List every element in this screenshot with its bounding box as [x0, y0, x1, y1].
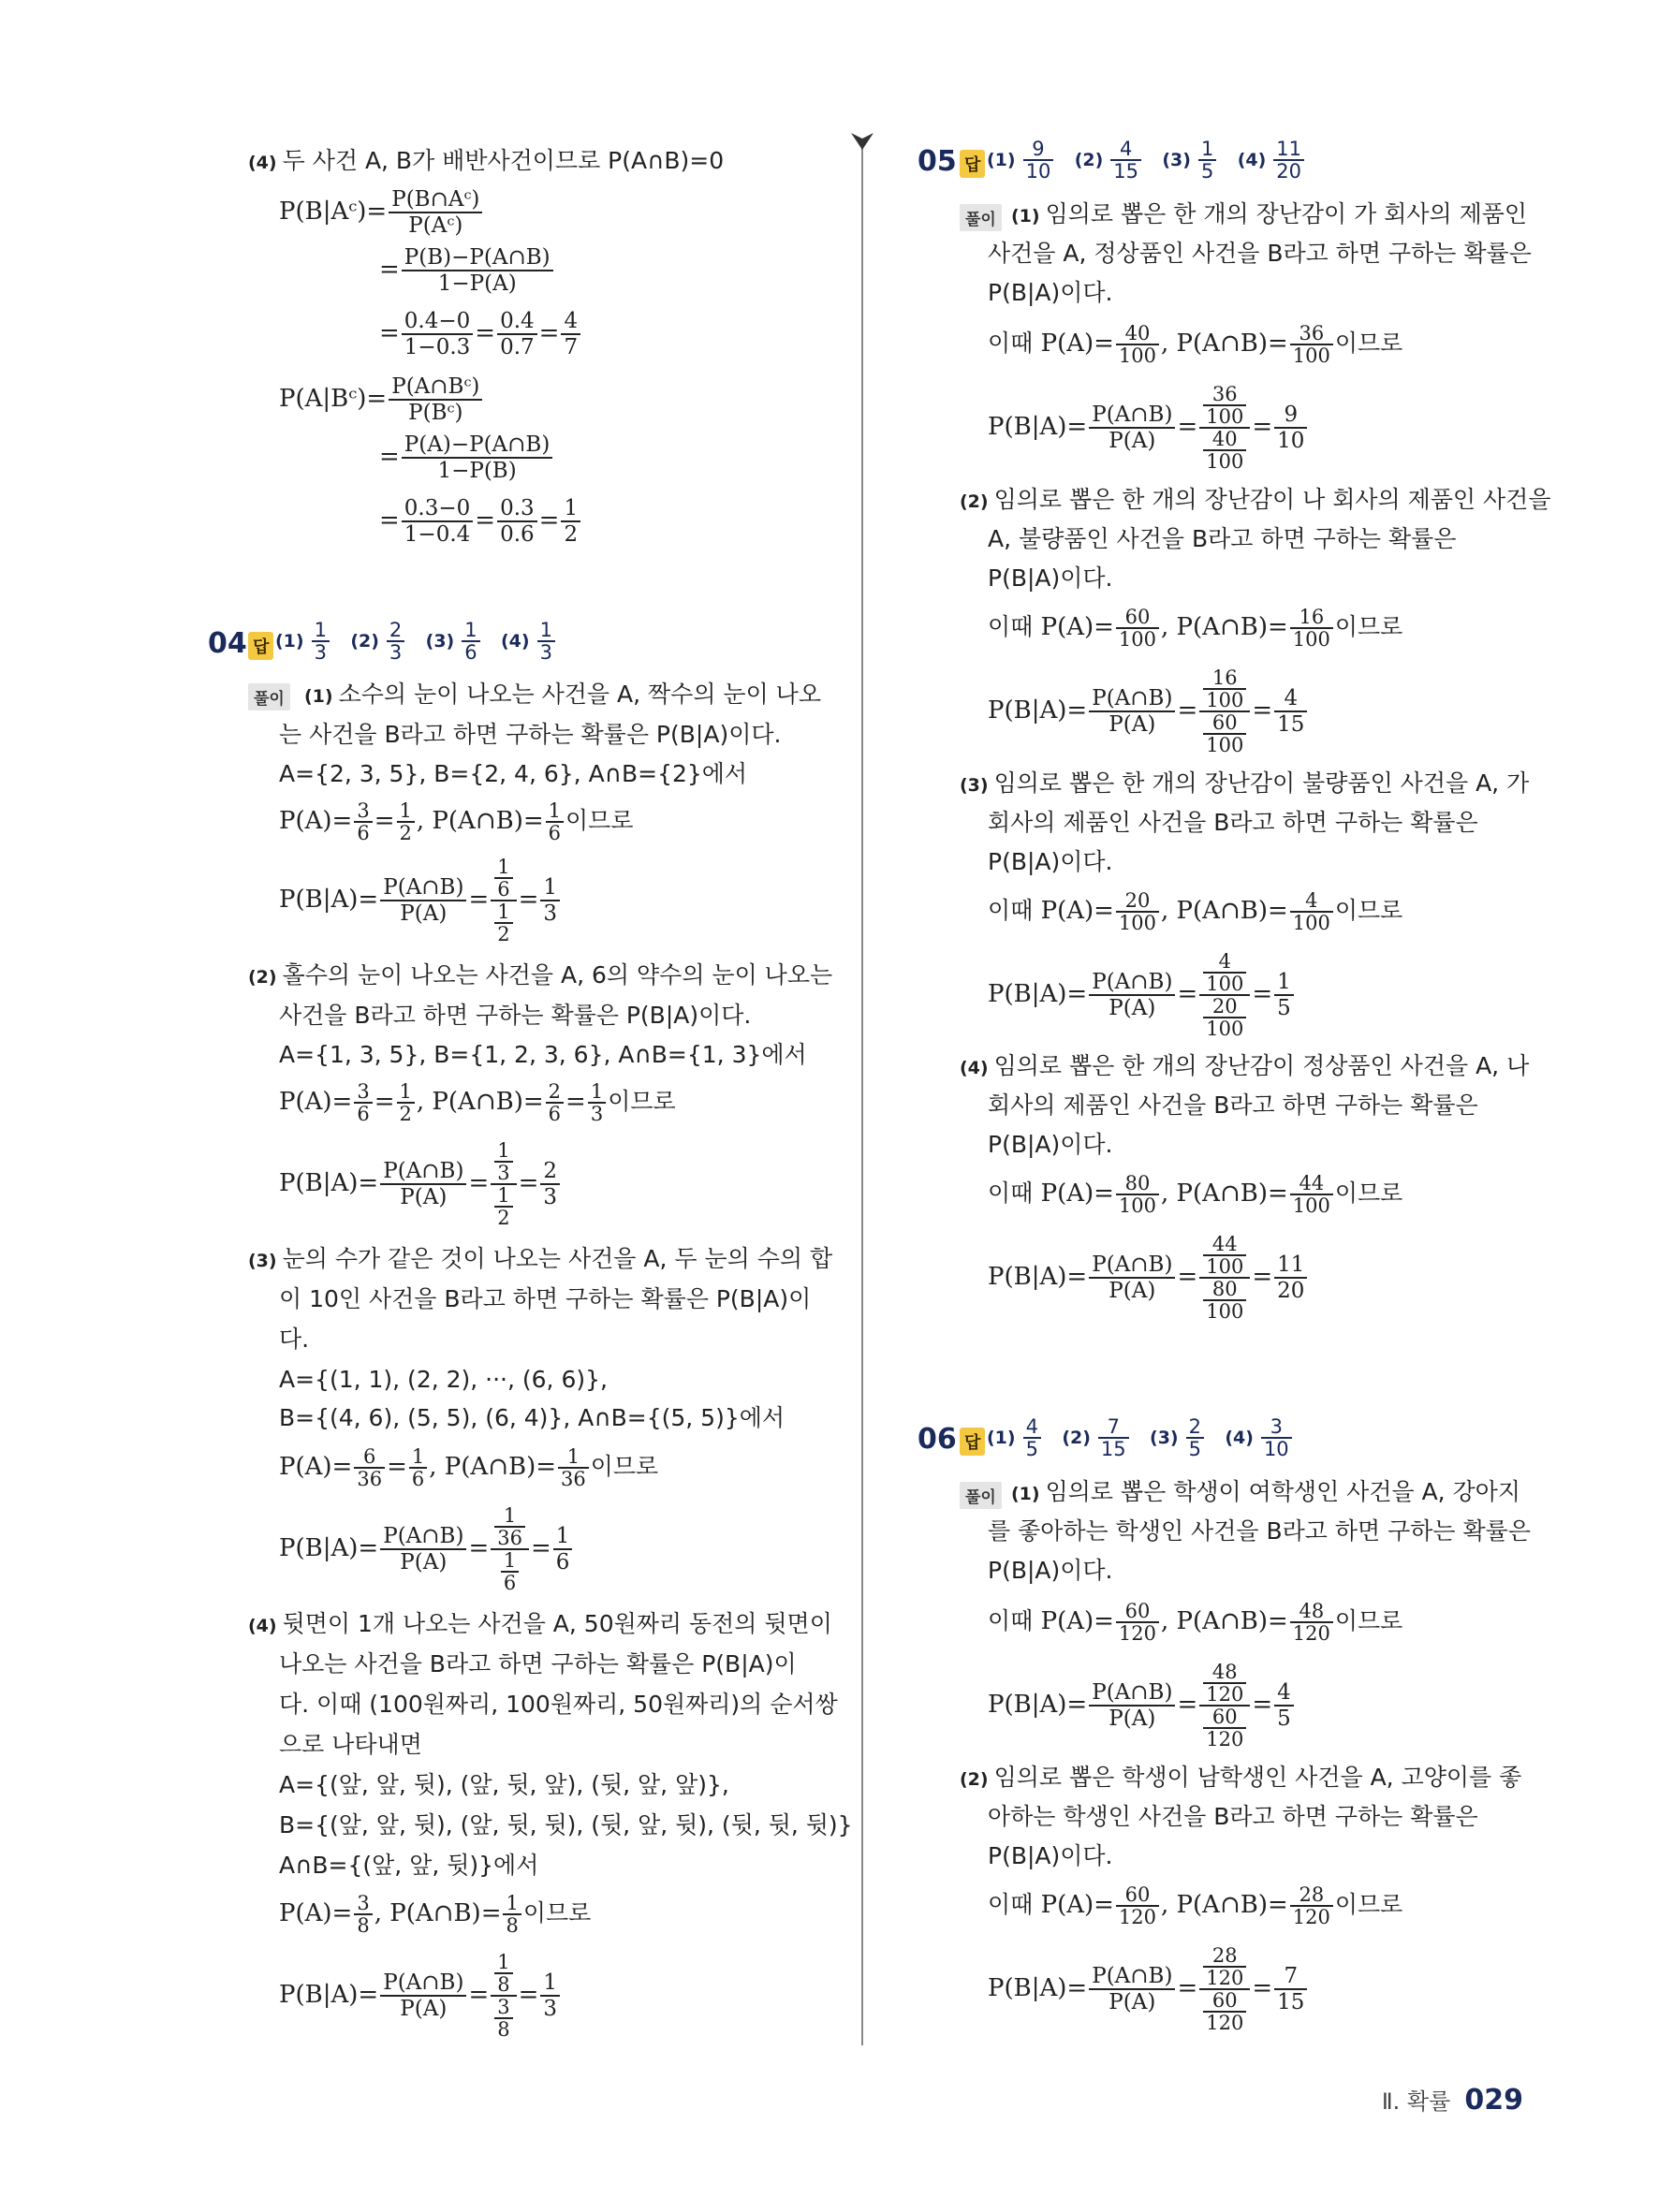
q06-p1-text3: P(B|A)이다.	[988, 1557, 1113, 1584]
column-divider	[861, 145, 863, 2045]
q06-answer-badge: 답	[960, 1428, 985, 1456]
q04-solution-badge: 풀이	[248, 683, 290, 710]
q04-p4-probs: P(A)= $\frac{3}{8}$ , P(A∩B)= $\frac{1}{8}$ 이므로	[279, 1892, 592, 1937]
q05-p3-text1: (3) 임의로 뽑은 한 개의 장난감이 불량품인 사건을 A, 가	[960, 769, 1530, 797]
q04-p3-text3: 다.	[279, 1326, 310, 1353]
q05-p1-probs: 이때 P(A)= $\frac{40}{100}$ , P(A∩B)= $\frac{36}{100}$ 이므로	[988, 322, 1403, 367]
q05-p2-text2: A, 불량품인 사건을 B라고 하면 구하는 확률은	[988, 525, 1457, 552]
q06-solution-badge: 풀이	[960, 1482, 1002, 1509]
q04-p4-text1: (4) 뒷면이 1개 나오는 사건을 A, 50원짜리 동전의 뒷면이	[248, 1610, 832, 1637]
q05-p4-probs: 이때 P(A)= $\frac{80}{100}$ , P(A∩B)= $\frac{44}{100}$ 이므로	[988, 1172, 1403, 1217]
q05-p1-text3: P(B|A)이다.	[988, 279, 1113, 306]
q05-p4-text1: (4) 임의로 뽑은 한 개의 장난감이 정상품인 사건을 A, 나	[960, 1052, 1530, 1079]
q05-p3-probs: 이때 P(A)= $\frac{20}{100}$ , P(A∩B)= $\frac{4}{100}$ 이므로	[988, 889, 1403, 934]
q04-p1-text2: 는 사건을 B라고 하면 구하는 확률은 P(B|A)이다.	[279, 721, 782, 748]
q04-p4-text4: 으로 나타내면	[279, 1731, 422, 1758]
q05-p3-result: P(B|A)= $\frac{P(A\cap B)}{P(A)}$ = $\frac{\frac{4}{100}}{\frac{20}{100}}$ = $\frac{1}{5}$	[988, 951, 1296, 1039]
q04-p4-text3: 다. 이때 (100원짜리, 100원짜리, 50원짜리)의 순서쌍	[279, 1691, 838, 1718]
q04-p4-result: P(B|A)= $\frac{P(A\cap B)}{P(A)}$ = $\frac{\frac{1}{8}}{\frac{3}{8}}$ = $\frac{1}{3}$	[279, 1952, 562, 2040]
q05-p3-text2: 회사의 제품인 사건을 B라고 하면 구하는 확률은	[988, 809, 1478, 836]
q04-p3-probs: P(A)= $\frac{6}{36}$ = $\frac{1}{6}$ , P(A∩B)= $\frac{1}{36}$ 이므로	[279, 1445, 659, 1490]
q03-intro: (4) 두 사건 A, B가 배반사건이므로 P(A∩B)=0	[248, 147, 725, 174]
q04-p2-text2: 사건을 B라고 하면 구하는 확률은 P(B|A)이다.	[279, 1002, 752, 1029]
q04-p1-result: P(B|A)= $\frac{P(A\cap B)}{P(A)}$ = $\frac{\frac{1}{6}}{\frac{1}{2}}$ = $\frac{1}{3}$	[279, 857, 562, 945]
q05-p4-result: P(B|A)= $\frac{P(A\cap B)}{P(A)}$ = $\frac{\frac{44}{100}}{\frac{80}{100}}$ = $\frac{11}{20}$	[988, 1234, 1309, 1322]
q05-p1-result: P(B|A)= $\frac{P(A\cap B)}{P(A)}$ = $\frac{\frac{36}{100}}{\frac{40}{100}}$ = $\frac{9}{10}$	[988, 384, 1309, 472]
q04-p3-result: P(B|A)= $\frac{P(A\cap B)}{P(A)}$ = $\frac{\frac{1}{36}}{\frac{1}{6}}$ = $\frac{1}{6}$	[279, 1505, 574, 1593]
q04-p2-result: P(B|A)= $\frac{P(A\cap B)}{P(A)}$ = $\frac{\frac{1}{3}}{\frac{1}{2}}$ = $\frac{2}{3}$	[279, 1140, 562, 1228]
q05-p1-text2: 사건을 A, 정상품인 사건을 B라고 하면 구하는 확률은	[988, 240, 1532, 267]
q05-p2-text3: P(B|A)이다.	[988, 564, 1113, 592]
q04-p3-set-b: B={(4, 6), (5, 5), (6, 4)}, A∩B={(5, 5)}에서	[279, 1404, 785, 1431]
q04-p4-text2: 나오는 사건을 B라고 하면 구하는 확률은 P(B|A)이	[279, 1650, 797, 1677]
q04-p2-probs: P(A)= $\frac{3}{6}$ = $\frac{1}{2}$ , P(A∩B)= $\frac{2}{6}$ = $\frac{1}{3}$ 이므로	[279, 1080, 676, 1125]
q06-answers: (1) $\frac{4}{5}$ (2) $\frac{7}{15}$ (3) $\frac{2}{5}$ (4) $\frac{3}{10}$	[974, 1416, 1294, 1459]
q04-p2-sets: A={1, 3, 5}, B={1, 2, 3, 6}, A∩B={1, 3}에서	[279, 1041, 807, 1068]
q06-p1-result: P(B|A)= $\frac{P(A\cap B)}{P(A)}$ = $\frac{\frac{48}{120}}{\frac{60}{120}}$ = $\frac{4}{5}$	[988, 1662, 1296, 1750]
q04-p1-text1: (1) 소수의 눈이 나오는 사건을 A, 짝수의 눈이 나오	[304, 681, 821, 708]
q04-p1-sets: A={2, 3, 5}, B={2, 4, 6}, A∩B={2}에서	[279, 760, 748, 787]
q03-eq4: P(A|Bᶜ)= $\frac{\text{P(A∩Bᶜ)}}{\text{P(Bᶜ)}}$	[279, 374, 484, 425]
q03-eq6: = $\frac{0.3-0}{1-0.4}$ = $\frac{0.3}{0.6}$ = $\frac{1}{2}$	[379, 496, 582, 547]
q05-p3-text3: P(B|A)이다.	[988, 848, 1113, 875]
q05-answer-badge: 답	[960, 150, 985, 178]
q05-p4-text2: 회사의 제품인 사건을 B라고 하면 구하는 확률은	[988, 1091, 1478, 1119]
q04-p3-text2: 이 10인 사건을 B라고 하면 구하는 확률은 P(B|A)이	[279, 1285, 812, 1312]
q04-p1-probs: P(A)= $\frac{3}{6}$ = $\frac{1}{2}$ , P(A∩B)= $\frac{1}{6}$ 이므로	[279, 799, 634, 844]
q04-p3-text1: (3) 눈의 수가 같은 것이 나오는 사건을 A, 두 눈의 수의 합	[248, 1245, 833, 1272]
q05-p1-text1: (1) 임의로 뽑은 한 개의 장난감이 가 회사의 제품인	[1011, 200, 1528, 227]
q06-p1-text2: 를 좋아하는 학생인 사건을 B라고 하면 구하는 확률은	[988, 1517, 1531, 1545]
q06-p2-text3: P(B|A)이다.	[988, 1842, 1113, 1869]
q04-p4-set-ab: A∩B={(앞, 앞, 뒷)}에서	[279, 1852, 539, 1879]
section-label: Ⅱ. 확률	[1381, 2088, 1451, 2115]
q03-eq3: = $\frac{0.4-0}{1-0.3}$ = $\frac{0.4}{0.7}$ = $\frac{4}{7}$	[379, 309, 582, 359]
q05-p4-text3: P(B|A)이다.	[988, 1131, 1113, 1158]
page-number: 029	[1464, 2084, 1523, 2117]
q04-p3-set-a: A={(1, 1), (2, 2), ···, (6, 6)},	[279, 1366, 608, 1393]
q05-number: 05	[918, 145, 957, 178]
q03-eq1: P(B|Aᶜ)= $\frac{\text{P(B∩Aᶜ)}}{\text{P(Aᶜ)}}$	[279, 187, 484, 238]
q06-p2-text1: (2) 임의로 뽑은 학생이 남학생인 사건을 A, 고양이를 좋	[960, 1764, 1522, 1791]
page-footer	[1382, 2083, 1523, 2117]
q05-p2-probs: 이때 P(A)= $\frac{60}{100}$ , P(A∩B)= $\frac{16}{100}$ 이므로	[988, 606, 1403, 651]
q04-p2-text1: (2) 홀수의 눈이 나오는 사건을 A, 6의 약수의 눈이 나오는	[248, 961, 833, 989]
q03-eq5: = $\frac{P(A)-P(A\cap B)}{1-P(B)}$	[379, 432, 554, 483]
q06-p1-probs: 이때 P(A)= $\frac{60}{120}$ , P(A∩B)= $\frac{48}{120}$ 이므로	[988, 1600, 1403, 1645]
arrow-ornament-icon	[847, 129, 877, 152]
q04-number: 04	[208, 627, 247, 660]
q04-answers: (1) $\frac{1}{3}$ (2) $\frac{2}{3}$ (3) $\frac{1}{6}$ (4) $\frac{1}{3}$	[262, 620, 557, 663]
q05-p2-result: P(B|A)= $\frac{P(A\cap B)}{P(A)}$ = $\frac{\frac{16}{100}}{\frac{60}{100}}$ = $\frac{4}{15}$	[988, 667, 1309, 755]
q04-answer-badge: 답	[248, 632, 273, 660]
q05-answers: (1) $\frac{9}{10}$ (2) $\frac{4}{15}$ (3) $\frac{1}{5}$ (4) $\frac{11}{20}$	[974, 139, 1306, 182]
q05-p2-text1: (2) 임의로 뽑은 한 개의 장난감이 나 회사의 제품인 사건을	[960, 486, 1551, 513]
q06-p2-probs: 이때 P(A)= $\frac{60}{120}$ , P(A∩B)= $\frac{28}{120}$ 이므로	[988, 1883, 1403, 1928]
q06-p2-text2: 아하는 학생인 사건을 B라고 하면 구하는 확률은	[988, 1803, 1478, 1830]
q06-p1-text1: (1) 임의로 뽑은 학생이 여학생인 사건을 A, 강아지	[1011, 1478, 1521, 1505]
q05-solution-badge: 풀이	[960, 204, 1002, 231]
q06-number: 06	[918, 1423, 957, 1456]
q06-p2-result: P(B|A)= $\frac{P(A\cap B)}{P(A)}$ = $\frac{\frac{28}{120}}{\frac{60}{120}}$ = $\frac{7}{15}$	[988, 1945, 1309, 2033]
q04-p4-set-b: B={(앞, 앞, 뒷), (앞, 뒷, 뒷), (뒷, 앞, 뒷), (뒷, 뒷, 뒷)}	[279, 1811, 853, 1838]
q03-eq2: = $\frac{P(B)-P(A\cap B)}{1-P(A)}$	[379, 245, 555, 296]
q04-p4-set-a: A={(앞, 앞, 뒷), (앞, 뒷, 앞), (뒷, 앞, 앞)},	[279, 1771, 729, 1798]
